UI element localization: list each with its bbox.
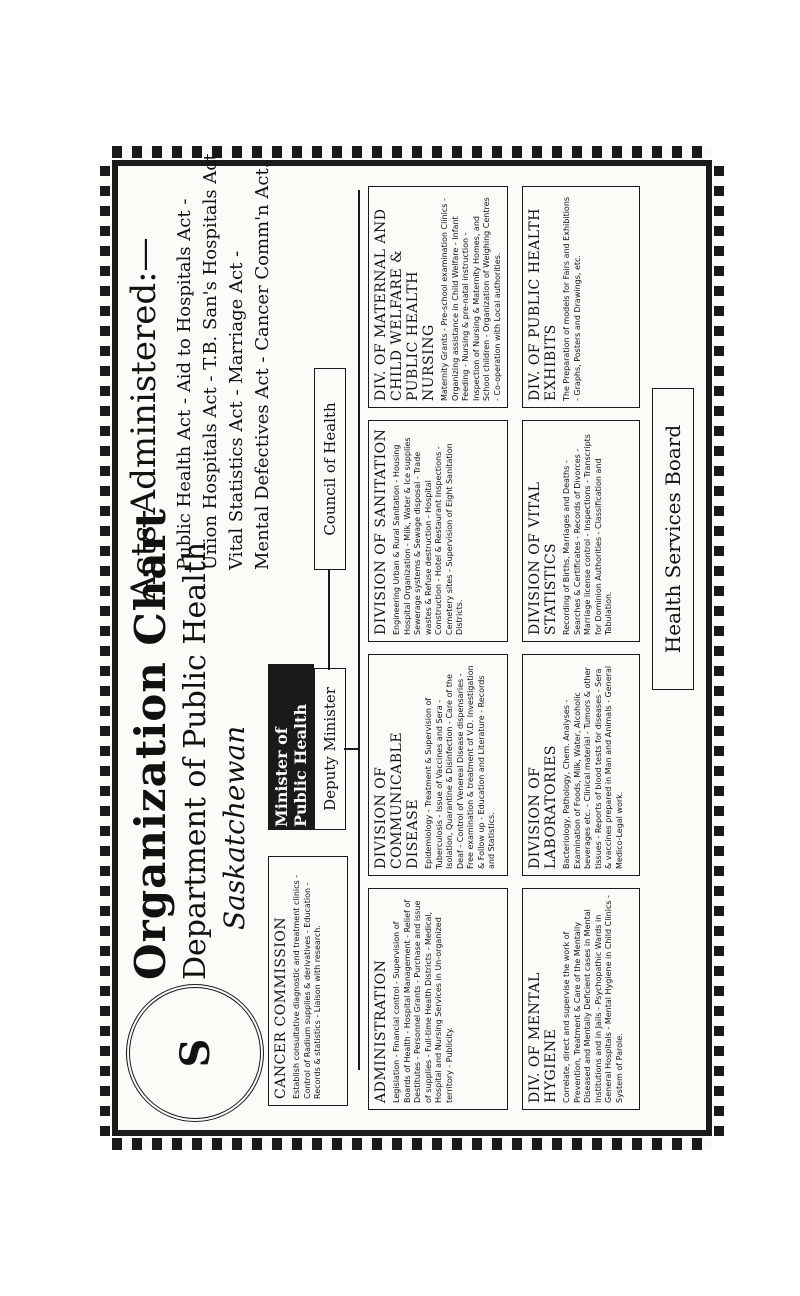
cancer-commission-body: Establish consultative diagnostic and treatment clinics - Control of Radium supplies & derivatives - Education - Records & statistics - Liaison with research.: [292, 874, 322, 1099]
chart-sheet: [112, 147, 712, 1136]
division-title: DIVISION OF COMMUNICABLE DISEASE: [373, 731, 421, 869]
division-communicable-disease: [368, 654, 508, 876]
division-laboratories: [522, 654, 640, 876]
minister-box: [268, 664, 314, 830]
council-of-health-box: [314, 368, 346, 570]
division-body: The Preparation of models for Fairs and Exhibitions - Graphs, Posters and Drawings, etc.: [562, 196, 582, 401]
cancer-commission-box: [268, 856, 348, 1106]
division-title: DIVISION OF LABORATORIES: [527, 744, 559, 869]
acts-list: [172, 148, 276, 570]
left-border-pattern: [100, 160, 110, 1136]
division-title: ADMINISTRATION: [373, 959, 389, 1103]
connector: [328, 570, 330, 670]
division-body: Correlate, direct and supervise the work of Prevention, Treatment & Care of the Mentally Diseased and Mentally Deficient cases in Mental Institutions and in Jails - Psychopathic Wards in General Hospitals - Mental Hygiene in Child Clinics - System of Parole.: [562, 895, 624, 1103]
division-body: Bacteriology, Pathology, Chem. Analyses - Examination of Foods, Milk, Water, Alcoholic beverages etc. - Clinical material - Tumors & other tissues - Reports of blood tests for diseases - Sera & vaccines prepared in Man and Animals - General Medico-Legal work.: [562, 665, 624, 869]
division-vital-statistics: [522, 420, 640, 642]
seal-letter: S: [171, 1038, 219, 1068]
deputy-minister-label: Deputy Minister: [321, 687, 339, 811]
bottom-border-pattern: [112, 1138, 712, 1150]
division-body: Maternity Grants - Pre-school examination Clinics - Organizing assistance in Child Welfare - Infant Feeding - Nursing & pre-natal instruction - Inspection of Nursing & Maternity Homes, and School children - Organization of Weighing Centres - Co-operation with Local authorities.: [440, 197, 502, 401]
minister-label: Minister of Public Health: [272, 703, 310, 827]
rotated-chart: [118, 147, 706, 1130]
act-item: Vital Statistics Act - Marriage Act -: [226, 250, 247, 570]
division-sanitation: [368, 420, 508, 642]
division-maternal-child-welfare: [368, 186, 508, 408]
health-services-board-label: Health Services Board: [661, 424, 685, 654]
division-title: DIV. OF PUBLIC HEALTH EXHIBITS: [527, 208, 559, 401]
act-item: Union Hospitals Act - T.B. San's Hospitals Act,: [200, 147, 221, 570]
right-border-pattern: [714, 160, 724, 1136]
division-mental-hygiene: [522, 888, 640, 1110]
act-item: Public Health Act - Aid to Hospitals Act -: [174, 198, 195, 570]
connector: [358, 190, 360, 1070]
division-title: DIVISION OF VITAL STATISTICS: [527, 481, 559, 635]
connector: [344, 749, 358, 751]
cancer-commission-title: CANCER COMMISSION: [273, 916, 289, 1099]
division-body: Legislation - Financial control - Supervision of Boards of Health - Hospital Management - Relief of Destitutes - Personnel Grants - Purchase and issue of supplies - Full-time Health Districts - Medical, Hospital and Nursing Services in Un-organized territory - Publicity.: [392, 899, 454, 1103]
division-administration: [368, 888, 508, 1110]
health-services-board-box: [652, 388, 694, 690]
deputy-minister-box: [314, 668, 346, 830]
division-title: DIVISION OF SANITATION: [373, 428, 389, 635]
division-body: Engineering Urban & Rural Sanitation - Housing Hospital Organization - Milk, Water & Ice supplies Sewerage systems & Sewage disposal - Trade wastes & Refuse destruction - Hospital Construction - Hotel & Restaurant Inspections - Cemetery sites - Supervision of Eight Sanitation Districts.: [392, 437, 464, 635]
division-body: Epidemiology - Treatment & Supervision of Tuberculosis - Issue of Vaccines and Sera - Isolation, Quarantine & Disinfection - Care of the Deaf - Control of Venereal Disease dispensaries - Free examination & treatment of V.D. Investigation & Follow up - Education and Literature - Records and Statistics.: [424, 665, 496, 869]
division-public-health-exhibits: [522, 186, 640, 408]
chart-title: Organization Chart: [126, 507, 175, 980]
act-item: Mental Defectives Act - Cancer Comm'n Act.: [252, 162, 273, 570]
division-body: Recording of Births, Marriages and Deaths - Searches & Certificates - Records of Divorces - Marriage license control - Inspections - Transcripts for Dominion Authorities - Classification and Tabulation.: [562, 434, 613, 635]
division-title: DIV. OF MATERNAL AND CHILD WELFARE & PUBLIC HEALTH NURSING: [373, 208, 437, 401]
council-of-health-label: Council of Health: [321, 402, 339, 536]
division-title: DIV. OF MENTAL HYGIENE: [527, 972, 559, 1103]
acts-heading: Acts Administered:—: [124, 237, 164, 600]
chart-subtitle: Department of Public Health: [178, 541, 213, 980]
seal-emblem: [126, 984, 264, 1122]
chart-province: Saskatchewan: [218, 725, 251, 930]
